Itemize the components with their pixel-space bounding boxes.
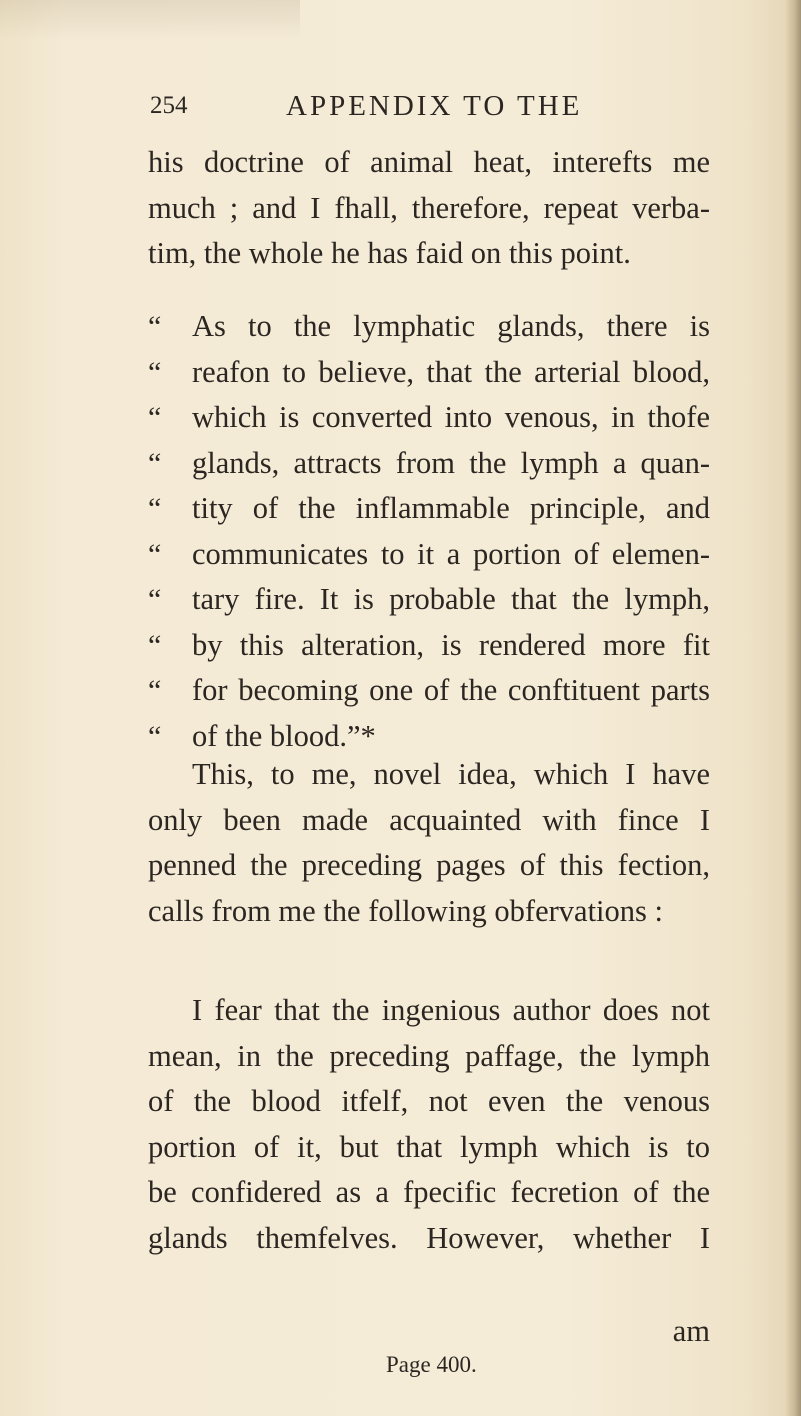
quote-mark: “ [148,583,162,616]
quote-line-text: reafon to believe, that the arterial blood, [192,354,710,389]
quote-line [148,577,710,623]
quote-line [148,350,710,396]
quote-line-text: for becoming one of the conftituent parts [192,673,710,707]
text-line: calls from me the following obfervations : [148,893,663,928]
page-gutter-shadow [785,0,801,1416]
text-line: penned the preceding pages of this fection, [148,848,710,882]
text-line-content: I fear that the ingenious author does not [192,993,710,1027]
quote-line-text: which is converted into venous, in thofe [192,400,710,434]
quote-mark: “ [148,401,162,434]
text-line-content: This, to me, novel idea, which I have [192,757,710,791]
text-line: mean, in the preceding paffage, the lymph [148,1038,710,1073]
running-head: APPENDIX TO THE [286,90,583,122]
page-number: 254 [150,92,188,119]
page-shadow-top [0,0,300,40]
text-line: of the blood itfelf, not even the venous [148,1084,710,1118]
text-line: much ; and I fhall, therefore, repeat verba- [148,190,710,225]
quote-mark: “ [148,310,162,343]
quote-mark: “ [148,355,162,389]
quote-line [148,623,710,669]
paragraph-observation [148,988,710,1261]
paragraph-response [148,752,710,934]
quote-line-text: communicates to it a portion of elemen- [192,536,710,571]
text-line: be confidered as a fpecific fecretion of the [148,1175,710,1209]
text-line [148,988,710,1034]
quoted-passage [148,304,710,759]
text-line: tim, the whole he has faid on this point. [148,236,631,270]
quote-line-text: of the blood.”* [192,718,376,753]
quote-line-text: tary fire. It is probable that the lymph, [192,582,710,616]
quote-line-text: glands, attracts from the lymph a quan- [192,445,710,480]
quote-mark: “ [148,674,162,707]
quote-line [148,441,710,487]
quote-line [148,486,710,532]
text-line: portion of it, but that lymph which is to [148,1129,710,1164]
text-line: glands themfelves. However, whether I [148,1220,710,1255]
quote-mark: “ [148,537,162,571]
text-line [148,752,710,798]
quote-line [148,532,710,578]
quote-line-text: tity of the inflammable principle, and [192,491,710,525]
footnote: Page 400. [386,1352,477,1377]
quote-mark: “ [148,492,162,525]
text-line: only been made acquainted with fince I [148,802,710,837]
quote-mark: “ [148,628,162,662]
quote-line [148,304,710,350]
text-line: his doctrine of animal heat, interefts me [148,145,710,179]
catchword: am [672,1314,710,1348]
quote-mark: “ [148,719,162,753]
page-header [150,92,710,132]
paragraph-intro [148,140,710,277]
quote-line-text: by this alteration, is rendered more fit [192,627,710,662]
quote-line-text: As to the lymphatic glands, there is [192,309,710,343]
quote-line [148,395,710,441]
quote-mark: “ [148,446,162,480]
quote-line [148,668,710,714]
